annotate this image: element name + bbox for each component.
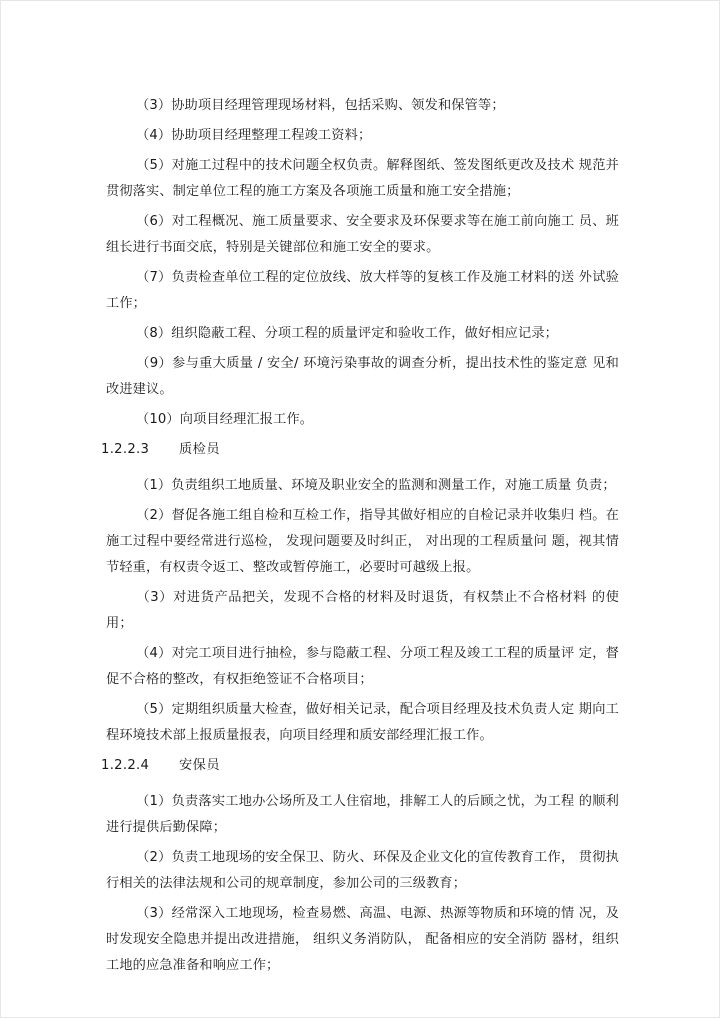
- paragraph-tech-3: （3）协助项目经理管理现场材料，包括采购、领发和保管等；: [136, 98, 505, 113]
- paragraph-safety-2: （2）负责工地现场的安全保卫、防火、环保及企业文化的宣传教育工作， 贯彻执行相关的法律法规和公司的规章制度，参加公司的三级教育；: [106, 850, 619, 891]
- paragraph-qc-3: （3）对进货产品把关，发现不合格的材料及时退货，有权禁止不合格材料 的使用；: [106, 590, 619, 631]
- paragraph-qc-2: （2）督促各施工组自检和互检工作，指导其做好相应的自检记录并收集归 档。在施工过程中要经常进行巡检， 发现问题要及时纠正， 对出现的工程质量问 题，视其情节轻重，有权责令返工、整改或暂停施工，必要时可越级上报。: [106, 508, 619, 575]
- paragraph-tech-6: （6）对工程概况、施工质量要求、安全要求及环保要求等在施工前向施工 员、班组长进行书面交底，特别是关键部位和施工安全的要求。: [106, 214, 619, 255]
- paragraph-tech-10: （10）向项目经理汇报工作。: [136, 412, 314, 427]
- paragraph-qc-4: （4）对完工项目进行抽检，参与隐蔽工程、分项工程及竣工工程的质量评 定，督促不合格的整改，有权拒绝签证不合格项目；: [106, 646, 619, 687]
- section-heading-qc: [101, 437, 619, 463]
- paragraph-qc-1: （1）负责组织工地质量、环境及职业安全的监测和测量工作，对施工质量 负责；: [136, 478, 616, 493]
- section-title: 质检员: [179, 442, 221, 457]
- document-body: [101, 93, 619, 983]
- section-title: 安保员: [179, 758, 221, 773]
- paragraph-qc-5: （5）定期组织质量大检查，做好相关记录，配合项目经理及技术负责人定 期向工程环境技术部上报质量报表，向项目经理和质安部经理汇报工作。: [106, 702, 619, 743]
- paragraph-safety-1: （1）负责落实工地办公场所及工人住宿地，排解工人的后顾之忧，为工程 的顺利进行提供后勤保障；: [106, 794, 619, 835]
- section-number: 1.2.2.3: [101, 442, 150, 457]
- section-heading-safety: [101, 753, 619, 779]
- section-number: 1.2.2.4: [101, 758, 150, 773]
- paragraph-tech-9: （9）参与重大质量 / 安全/ 环境污染事故的调查分析，提出技术性的鉴定意 见和改进建议。: [106, 356, 619, 397]
- paragraph-safety-3: （3）经常深入工地现场，检查易燃、高温、电源、热源等物质和环境的情 况，及时发现安全隐患并提出改进措施， 组织义务消防队， 配备相应的安全消防 器材，组织工地的应急准备和响应工作；: [106, 906, 619, 973]
- paragraph-tech-4: （4）协助项目经理整理工程竣工资料；: [136, 128, 372, 143]
- paragraph-tech-8: （8）组织隐蔽工程、分项工程的质量评定和验收工作，做好相应记录；: [136, 326, 558, 341]
- paragraph-tech-7: （7）负责检查单位工程的定位放线、放大样等的复核工作及施工材料的送 外试验工作；: [106, 270, 619, 311]
- paragraph-tech-5: （5）对施工过程中的技术问题全权负责。解释图纸、签发图纸更改及技术 规范并贯彻落实、制定单位工程的施工方案及各项施工质量和施工安全措施；: [106, 158, 619, 199]
